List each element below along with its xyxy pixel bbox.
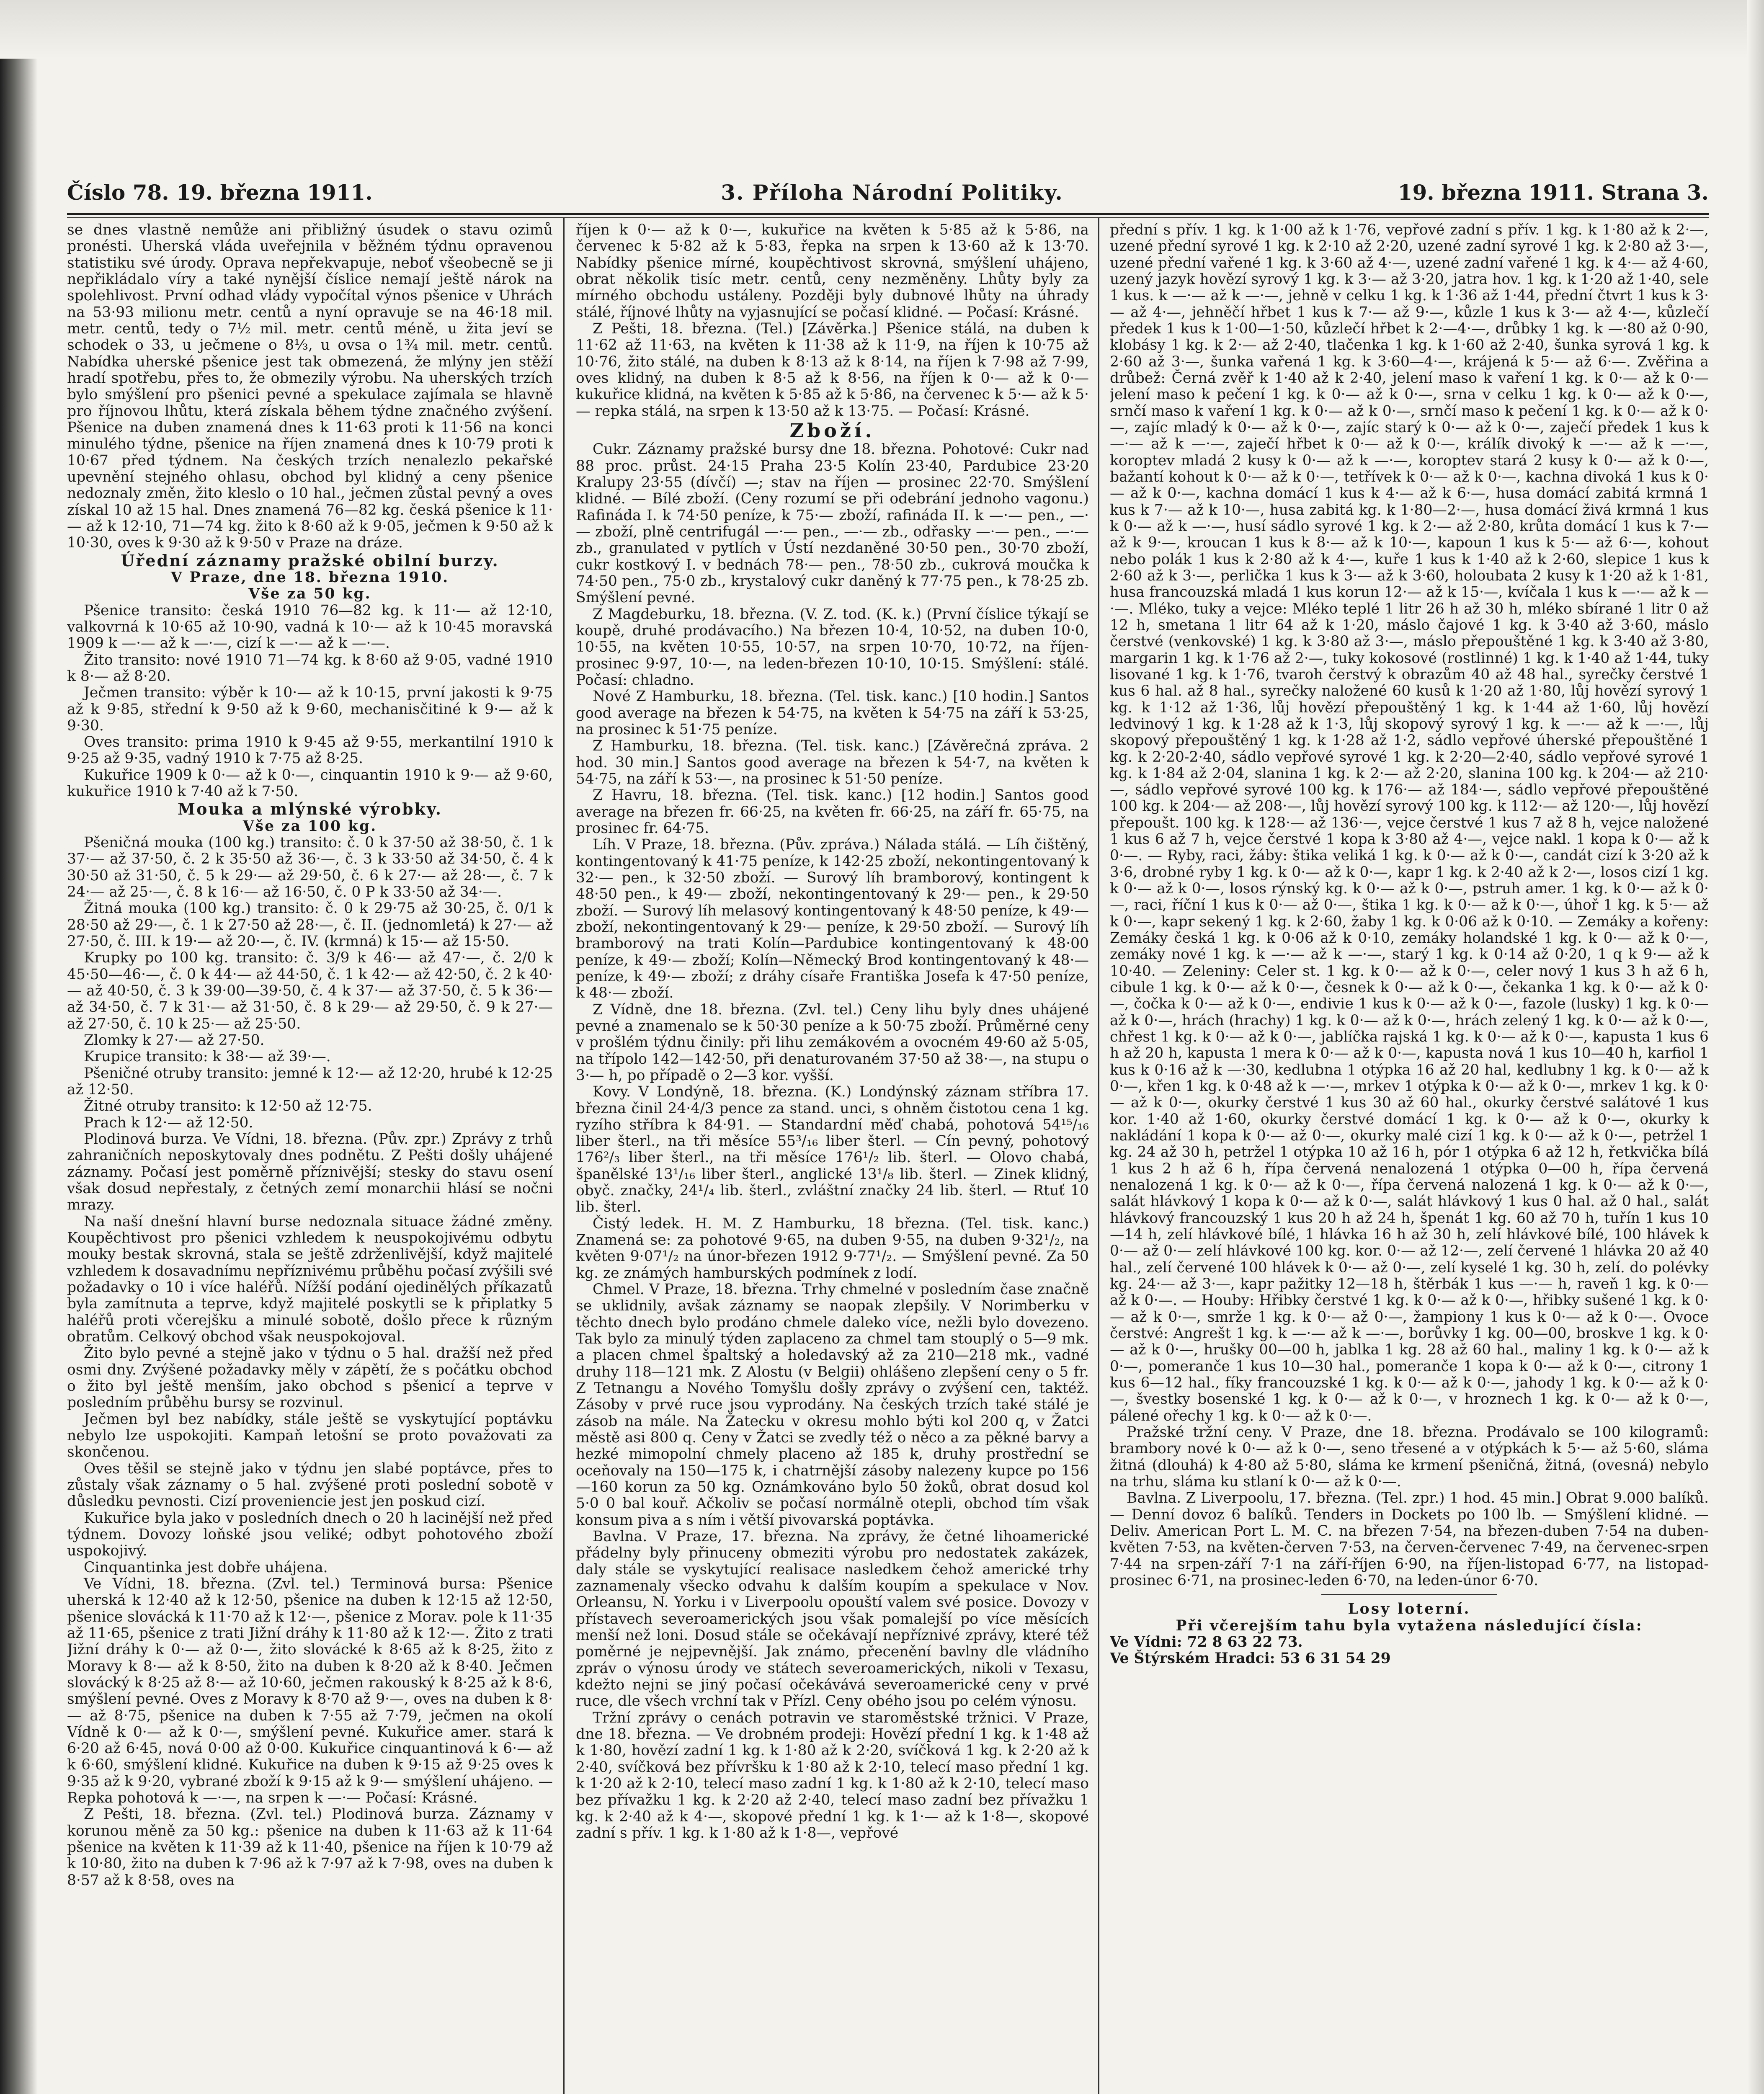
price-entry: Pšeničné otruby transito: jemné k 12·— až 12·20, hrubé k 12·25 až 12·50. — [67, 1065, 553, 1099]
scan-shadow-right — [1747, 0, 1764, 2094]
article-paragraph: Plodinová burza. Ve Vídni, 18. března. (Pův. zpr.) Zprávy z trhů zahraničních neposkytovaly dnes podnětu. Z Pešti došly uhájené záznamy. Počasí jest poměrně příznivější; stesky do stavu osení však dosud nepřestaly, z četných zemí monarchii hlásí se nočni mrazy. — [67, 1131, 553, 1214]
issue-number-date: Číslo 78. 19. března 1911. — [67, 180, 373, 205]
article-paragraph: Ve Vídni, 18. března. (Zvl. tel.) Terminová bursa: Pšenice uherská k 12·40 až k 12·50, pšenice na duben k 12·15 až 12·50, pšenice slovácká k 11·70 až k 12·—, pšenice z Morav. pole k 11·35 až 11·65, pšenice z trati Jižní dráhy k 11·80 až k 12·—. Žito z trati Jižní dráhy k 0·— až 0·—, žito slovácké k 8·65 až k 8·25, žito z Moravy k 8·— až k 8·50, žito na duben k 8·20 až k 8·40. Ječmen slovácký k 8·25 až 8·— až 10·60, ječmen rakouský k 8·25 až k 8·6, smýšlení pevné. Oves z Moravy k 8·70 až 9·—, oves na duben k 8·— až 8·75, pšenice na duben k 7·55 až 7·79, ječmen na okolí Vídně k 0·— až k 0·—, smýšlení pevné. Kukuřice amer. stará k 6·20 až 6·45, nová 0·00 až 0·00. Kukuřice cinquantinová k 6·— až k 6·60, smýšlení klidné. Kukuřice na duben k 9·15 až 9·25 oves k 9·35 až k 9·20, vybrané zboží k 9·15 až k 9·— smýšlení uhájeno. — Repka pohotová k —·—, na srpen k —·— Počasí: Krásné. — [67, 1575, 553, 1807]
article-paragraph: Cinquantinka jest dobře uhájena. — [84, 1559, 328, 1576]
article-paragraph: se dnes vlastně nemůže ani přibližný úsudek o stavu ozimů pronésti. Uherská vláda uveřejnila v běžném týdnu opravenou statistiku své úrody. Oprava nepřekvapuje, neboť všeobecně se ji nepřikládalo víry a také nynější číslice nemají ještě nárok na spolehlivost. První odhad vlády vypočítal výnos pšenice v Uhrách na 53·93 milionu metr. centů a nyní opravuje se na 46·18 mil. metr. centů, tedy o 7½ mil. metr. centů méně, u žita jeví se schodek o 33, u ječmene o 8⅓, u ovsa o 1¾ mil. metr. centů. Nabídka uherské pšenice jest tak obmezená, že mlýny jen stěží hradí spotřebu, přes to, že obmezily výrobu. Na uherských trzích bylo smýšlení pro pšenici pevné a spekulace zajímala se hlavně pro říjnovou lhůtu, která získala během týdne značného zvýšení. Pšenice na duben znamená dnes k 11·63 proti k 11·56 na konci minulého týdne, pšenice na říjen znamená dnes k 10·79 proti k 10·67 před týdnem. Na českých trzích nenalezlo pekařské upevnění stejného ohlasu, obchod byl klidný a ceny pšenice nedoznaly změn, žito kleslo o 10 hal., ječmen zůstal pevný a oves získal 10 až 15 hal. Dnes znamená 76—82 kg. česká pšenice k 11·— až k 12·10, 71—74 kg. žito k 8·60 až k 9·05, ječmen k 9·50 až k 10·30, oves k 9·30 až k 9·50 v Praze na dráze. — [67, 222, 553, 552]
article-paragraph: Z Hamburku, 18. března. (Tel. tisk. kanc.) [Závěrečná zpráva. 2 hod. 30 min.] Santos good average na březen k 54·7, na květen k 54·75, na září k 53·—, na prosinec k 51·50 peníze. — [576, 738, 1089, 787]
lottery-vienna: Ve Vídni: 72 8 63 22 73. — [1110, 1633, 1303, 1650]
column-divider-2 — [1098, 218, 1099, 2094]
price-entry: Pšeničná mouka (100 kg.) transito: č. 0 k 37·50 až 38·50, č. 1 k 37·— až 37·50, č. 2 k 35·50 až 36·—, č. 3 k 33·50 až 34·50, č. 4 k 30·50 až 31·50, č. 5 k 29·— až 29·50, č. 6 k 27·— až 28·—, č. 7 k 24·— až 25·—, č. 8 k 16·— až 16·50, č. 0 P k 33·50 až 34·—. — [67, 834, 553, 901]
article-paragraph: Z Magdeburku, 18. března. (V. Z. tod. (K. k.) (První číslice týkají se koupě, druhé prodávacího.) Na březen 10·4, 10·52, na duben 10·0, 10·55, na květen 10·55, 10·57, na srpen 10·70, 10·72, na říjen-prosinec 9·97, 10·—, na leden-březen 10·10, 10·15. Smýšlení: stálé. Počasí: chladno. — [576, 606, 1089, 689]
article-paragraph: Oves těšil se stejně jako v týdnu jen slabé poptávce, přes to zůstaly však záznamy o 5 hal. zvýšené proti poslední sobotě v důsledku pevnosti. Cizí proveniencie jest jen poskud cizí. — [67, 1460, 553, 1510]
article-paragraph: Chmel. V Praze, 18. března. Trhy chmelné v posledním čase značně se uklidnily, avšak záznamy se naopak zlepšily. V Norimberku v těchto dnech bylo prodáno chmele daleko více, nežli bylo dovezeno. Tak bylo za minulý týden zaplaceno za chmel tam stouplý o 5—9 mk. a placen chmel špaltský a holedavský až za 210—218 mk., vadné druhy 118—121 mk. Z Alostu (v Belgii) ohlášeno zlepšení ceny o 5 fr. Z Tetnangu a Nového Tomyšlu došly zprávy o zvýšení cen, taktéž. Zásoby v prvé ruce jsou vyprodány. Na českých trzích také stálé je zásob na mále. Na Žatecku v okresu mohlo býti kol 200 q, v Žatci městě asi 800 q. Ceny v Žatci se zvedly též o něco a za pěkné barvy a hezké mimopolní chmely placeno až 185 k, druhy prostřední se oceňovaly na 150—175 k, i chatrnější zásoby nalezeny kupce po 156—160 korun za 50 kg. Oznámkováno bylo 50 žoků, obrat dosud kol 5·0 0 bal kouř. Ačkoliv se počasí normálně otepli, obchod tím však konsum piva a s ním i větší pivovarská poptávka. — [576, 1281, 1089, 1529]
article-paragraph: Cukr. Záznamy pražské bursy dne 18. března. Pohotové: Cukr nad 88 proc. průst. 24·15 Praha 23·5 Kolín 23·40, Pardubice 23·20 Kralupy 23·55 (dívčí) —; stav na říjen — prosinec 22·70. Smýšlení klidné. — Bílé zboží. (Ceny rozumí se při odebrání jednoho vagonu.) Rafináda I. k 74·50 peníze, k 75·— zboží, rafináda II. k —·— pen., —·— zboží, plně centrifugál —·— pen., —·— zb., odřasky —·— pen., —·— zb., granulated v pytlích v Ústí nezdaněné 30·50 pen., 30·70 zboží, cukr kostkový I. v bednách 78·— pen., 78·50 zb., cukrová moučka k 74·50 pen., 75·0 zb., krystalový cukr daněný k 77·75 pen., k 78·25 zb. Smýšlení pevné. — [576, 441, 1089, 606]
article-paragraph: přední s přív. 1 kg. k 1·00 až k 1·76, vepřové zadní s přív. 1 kg. k 1·80 až k 2·—, uzené přední syrové 1 kg. k 2·10 až 2·20, uzené zadní syrové 1 kg. k 2·80 až 3·—, uzené přední vařené 1 kg. k 3·60 až 4·—, uzené zadní vařené 1 kg. k 4·— až 4·60, uzený jazyk hovězí syrový 1 kg. k 3·— až 3·20, jatra hov. 1 kg. k 1·20 až 1·40, sele 1 kus. k —·— až k —·—, jehně v celku 1 kg. k 1·36 až 1·44, přední čtvrt 1 kus k 3·— až 4·—, jehněčí hřbet 1 kus k 7·— až 9·—, kůzle 1 kus k 3·— až 4·—, kůzlečí předek 1 kus k 1·00—1·50, kůzlečí hřbet k 2·—4·—, drůbky 1 kg. k —·80 až 0·90, klobásy 1 kg. k 2·— až 2·40, tlačenka 1 kg. k 1·60 až 2·40, šunka syrová 1 kg. k 2·60 až 3·—, šunka vařená 1 kg. k 3·60—4·—, krájená k 5·— až 6·—. Zvěřina a drůbež: Černá zvěř k 1·40 až k 2·40, jelení maso k vaření 1 kg. k 0·— až k 0·— jelení maso k pečení 1 kg. k 0·— až k 0·—, srna v celku 1 kg. k 0·— až k 0·—, srnčí maso k vaření 1 kg. k 0·— až k 0·—, srnčí maso k pečení 1 kg. k 0·— až k 0·—, zajíc mladý k 0·— až k 0·—, zajíc starý k 0·— až k 0·—, zaječí předek 1 kus k —·— až k —·—, zaječí hřbet k 0·— až k 0·—, králík divoký k —·— až k —·—, koroptev mladá 2 kusy k 0·— až k —·—, koroptev stará 2 kusy k 0·— až k 0·—, bažantí kohout k 0·— až k 0·—, tetřívek k 0·— až k 0·—, kachna divoká 1 kus k 0·— až k 0·—, kachna domácí 1 kus k 4·— až k 6·—, husa domácí zabitá krmná 1 kus k 7·— až k 10·—, husa zabitá kg. k 1·80—2·—, husa domácí živá krmná 1 kus k 0·— až k —·—, husí sádlo syrové 1 kg. k 2·— až 2·80, krůta domácí 1 kus k 7·— až k 9·—, kroucan 1 kus k 8·— až k 10·—, kapoun 1 kus k 5·— až 6·—, kohout nebo polák 1 kus k 2·80 až k 4·—, kuře 1 kus k 1·40 až k 2·60, slepice 1 kus k 2·60 až k 3·—, perlička 1 kus k 3·— až k 3·60, holoubata 2 kusy k 1·20 až k 1·81, husa francouzská mladá 1 kus korun 12·— až k 15·—, kvíčala 1 kus k —·— až k —·—. Mléko, tuky a vejce: Mléko teplé 1 litr 26 h až 30 h, mléko sbírané 1 litr 0 až 12 h, smetana 1 litr 64 až k 1·20, máslo čajové 1 kg. k 3·40 až 3·60, máslo čerstvé (venkovské) 1 kg. k 3·80 až 3·—, máslo přepouštěné 1 kg. k 3·40 až 3·80, margarin 1 kg. k 1·76 až 2·—, tuky kokosové (rostlinné) 1 kg. k 1·40 až 1·44, tuky lisované 1 kg. k 1·76, tvaroh čerstvý k obrazům 40 až 48 hal., syrečky čerstvé 1 kus 6 hal. až 8 hal., syrečky naložené 60 kusů k 1·20 až 1·80, lůj hovězí syrový 1 kg. k 1·12 až 1·36, lůj hovězí přepouštěný 1 kg. k 1·44 až 1·60, lůj hovězí ledvinový 1 kg. k 1·28 až k 1·3, lůj skopový syrový 1 kg. k —·— až k —·—, lůj skopový přepouštěný 1 kg. k 1·28 až 1·2, sádlo vepřové úherské přepouštěné 1 kg. k 2·20-2·40, sádlo vepřové syrové 1 kg. k 2·20—2·40, sádlo vepřové syrové 1 kg. k 1·84 až 2·04, slanina 1 kg. k 2·— až 2·20, slanina 100 kg. k 204·— až 210·—, sádlo vepřové syrové 100 kg. k 176·— až 184·—, sádlo vepřové přepouštěné 100 kg. k 204·— až 208·—, lůj hovězí syrový 100 kg. k 112·— až 120·—, lůj hovězí přepoušt. 100 kg. k 128·— až 136·—, vejce čerstvé 1 kus 7 až 8 h, vejce naložené 1 kus 6 až 7 h, vejce čerstvé 1 kopa k 3·80 až 4·—, vejce nakl. 1 kopa k 0·— až k 0·—. — Ryby, raci, žáby: štika veliká 1 kg. k 0·— až k 0·—, candát cizí k 3·20 až k 3·6, drobné ryby 1 kg. k 0·— až k 0·—, kapr 1 kg. k 2·40 až k 2·—, losos cizí 1 kg. k 0·— až k 0·—, losos rýnský kg. k 0·— až k 0·—, pstruh amer. 1 kg. k 0·— až k 0·—, raci, říční 1 kus k 0·— až 0·—, štika 1 kg. k 0·— až k 0·—, úhoř 1 kg. k 5·— až k 0·—, kapr sekený 1 kg. k 2·60, žaby 1 kg. k 0·06 až k 0·10. — Zemáky a kořeny: Zemáky česká 1 kg. k 0·06 až k 0·10, zemáky holandské 1 kg. k 0·— až k 0·—, zemáky nové 1 kg. k —·— až k —·—, starý 1 kg. k 0·14 až 0·20, 1 q k 9·— až k 10·40. — Zeleniny: Celer st. 1 kg. k 0·— až k 0·—, celer nový 1 kus 3 h až 6 h, cibule 1 kg. k 0·— až k 0·—, česnek k 0·— až k 0·—, čekanka 1 kg. k 0·— až k 0·—, čočka k 0·— až k 0·—, endivie 1 kus k 0·— až k 0·—, fazole (lusky) 1 kg. k 0·— až k 0·—, hrách (hrachy) 1 kg. k 0·— až k 0·—, hrách zelený 1 kg. k 0·— až k 0·—, chřest 1 kg. k 0·— až k 0·—, jablíčka rajská 1 kg. k 0·— až k 0·—, kapusta 1 kus 6 h až 20 h, kapusta 1 mera k 0·— až k 0·—, kapusta nová 1 kus 10—40 h, karfiol 1 kus k 0·16 až k —·30, kedlubna 1 otýpka 16 až 20 hal, kedlubny 1 kg. k 0·— až k 0·—, křen 1 kg. k 0·48 až k —·—, mrkev 1 otýpka k 0·— až k 0·—, mrkev 1 kg. k 0·— až k 0·—, okurky čerstvé 1 kus 30 až 60 hal., okurky čerstvé salátové 1 kus kor. 1·40 až 1·60, okurky čerstvé domácí 1 kg. k 0·— až k 0·—, okurky k nakládání 1 kopa k 0·— až 0·—, okurky malé cizí 1 kg. k 0·— až k 0·—, petržel 1 kg. 24 až 30 h, petržel 1 otýpka 10 až 16 h, pór 1 otýpka 6 až 12 h, řetkvička bílá 1 kus 2 h až 6 h, řípa červená nenalozená 1 otýpka 0—00 h, řípa červená nenalozená 1 kg. k 0·— až k 0·—, řípa červená nalozená 1 kg. k 0·— až k 0·—, salát hlávkový 1 kopa k 0·— až k 0·—, salát hlávkový 1 kus 0 hal. až 0 hal., salát hlávkový francouzský 1 kus 20 h až 24 h, špenát 1 kg. 60 až 70 h, tuřín 1 kus 10—14 h, zelí hlávkové bílé, 1 hlávka 16 h až 30 h, zelí hlávkové bílé, 100 hlávek k 0·— až 0·— zelí hlávkové 100 kg. kor. 0·— až 12·—, zelí červené 1 hlávka 20 až 40 hal., zelí červené 100 hlávek k 0·— až 0·—, zelí kyselé 1 kg. 30 h, zelí. do polévky kg. 24·— až 3·—, kapr pažitky 12—18 h, štěrbák 1 kus —·— h, raveň 1 kg. k 0·— až k 0·—. — Houby: Hřibky čerstvé 1 kg. k 0·— až k 0·—, hřibky sušené 1 kg. k 0·— až k 0·—, smrže 1 kg. k 0·— až 0·—, žampiony 1 kus k 0·— až k 0·—. Ovoce čerstvé: Angrešt 1 kg. k —·— až k —·—, borůvky 1 kg. 00—00, broskve 1 kg. k 0·— až k 0·—, hrušky 00—00 h, jablka 1 kg. 28 až 60 hal., maliny 1 kg. k 0·— až k 0·—, pomeranče 1 kus 10—30 hal., pomeranče 1 kopa k 0·— až k 0·—, citrony 1 kus 6—12 hal., fíky francouzské 1 kg. k 0·— až k 0·—, jahody 1 kg. k 0·— až k 0·—, švestky bosenské 1 kg. k 0·— až k 0·—, v hroznech 1 kg. k 0·— až k 0·—, pálené ořechy 1 kg. k 0·— až k 0·—. — [1110, 222, 1709, 1424]
article-paragraph: Tržní zprávy o cenách potravin ve staroměstské tržnici. V Praze, dne 18. března. — Ve drobném prodeji: Hovězí přední 1 kg. k 1·48 až k 1·80, hovězí zadní 1 kg. k 1·80 až k 2·20, svíčková 1 kg. k 2·20 až k 2·40, svíčková bez přívršku k 1·80 až k 2·10, telecí maso přední 1 kg. k 1·20 až k 2·10, telecí maso zadní 1 kg. k 1·80 až k 2·10, telecí maso bez přívažku 1 kg. k 2·20 až 2·40, telecí maso zadní bez přívažku 1 kg. k 2·40 až k 4·—, skopové přední 1 kg. k 1·— až k 1·8—, skopové zadní s přív. 1 kg. k 1·80 až k 1·8—, vepřové — [576, 1709, 1089, 1841]
price-entry: Oves transito: prima 1910 k 9·45 až 9·55, merkantilní 1910 k 9·25 až 9·35, vadný 1910 k 7·75 až 8·25. — [67, 734, 553, 767]
section-heading-goods: Zboží. — [789, 419, 875, 442]
scan-shadow-top — [0, 0, 1764, 59]
article-paragraph: Nové Z Hamburku, 18. března. (Tel. tisk. kanc.) [10 hodin.] Santos good average na březen k 54·75, na květen k 54·75 na září k 53·25, na prosinec k 51·75 peníze. — [576, 688, 1089, 738]
article-paragraph: Bavlna. V Praze, 17. března. Na zprávy, že četné lihoamerické přádelny byly přinuceny obmeziti výrobu pro nedostatek zakázek, daly stále se vyskytující realisace nasledkem čehož americké trhy zaznamenaly všecko odvahu k dalším koupím a spekulace v Nov. Orleansu, N. Yorku i v Liverpoolu opouští valem své posice. Dovozy v přístavech severoamerických jsou však pomalejší po více měsících menší než loni. Dosud stále se očekávají nepříznivé zprávy, které též poměrné je nejpevnější. Jak známo, přecenění bavlny dle vládního zpráv o výnosu úrody ve státech severoamerických, nikoli v Texasu, kdežto nejni se jiný počasí očekávává severoamerické ceny v prvé ruce, dle všech vrchní tak v Přízl. Ceny obého jsou po celém výnosu. — [576, 1528, 1089, 1710]
article-paragraph: Z Vídně, dne 18. března. (Zvl. tel.) Ceny lihu byly dnes uhájené pevné a znamenalo se k 50·30 peníze a k 50·75 zboží. Průměrné ceny v prošlém týdnu činily: při lihu zemákovém a ovocném 49·60 až 5·05, na třípolo 142—142·50, při denaturovaném 37·50 až 38·—, na stupu o 3·— h, po případě o 2—3 kor. vyšší. — [576, 1001, 1089, 1084]
article-paragraph: Kukuřice byla jako v posledních dnech o 20 h lacinější než před týdnem. Dovozy loňské jsou veliké; odbyt pohotového zboží uspokojivý. — [67, 1509, 553, 1560]
article-paragraph: Z Pešti, 18. března. (Zvl. tel.) Plodinová burza. Záznamy v korunou měně za 50 kg.: pšenice na duben k 11·63 až k 11·64 pšenice na květen k 11·39 až k 11·40, pšenice na říjen k 10·79 až k 10·80, žito na duben k 7·96 až k 7·97 až k 7·98, oves na duben k 8·57 až k 8·58, oves na — [67, 1806, 553, 1889]
price-entry: Krupky po 100 kg. transito: č. 3/9 k 46·— až 47·—, č. 2/0 k 45·50—46·—, č. 0 k 44·— až 44·50, č. 1 k 42·— až 42·50, č. 2 k 40·— až 40·50, č. 3 k 39·00—39·50, č. 4 k 37·— až 37·50, č. 5 k 36·— až 34·50, č. 7 k 31·— až 31·50, č. 8 k 29·— až 29·50, č. 9 k 27·— až 27·50, č. 10 k 25·— až 25·50. — [67, 949, 553, 1032]
lottery-heading: Losy loterní. — [1348, 1601, 1471, 1618]
scan-shadow-left — [0, 0, 38, 2094]
article-paragraph: Žito bylo pevné a stejně jako v týdnu o 5 hal. dražší než před osmi dny. Zvýšené požadavky měly v zápětí, že s počátku obchod o žito byl ještě menším, jako obchod s pšenicí a teprve v posledním průběhu bursy se rozvinul. — [67, 1345, 553, 1411]
page-header — [67, 180, 1709, 209]
price-entry: Žitná mouka (100 kg.) transito: č. 0 k 29·75 až 30·25, č. 0/1 k 28·50 až 29·—, č. 1 k 27·50 až 28·—, č. II. (jednomletá) k 27·— až 27·50, č. III. k 19·— až 20·—, č. IV. (krmná) k 15·— až 15·50. — [67, 900, 553, 950]
lottery-graz: Ve Štýrském Hradci: 53 6 31 54 29 — [1110, 1650, 1391, 1667]
article-paragraph: Z Havru, 18. března. (Tel. tisk. kanc.) [12 hodin.] Santos good average na březen fr. 66·25, na květen fr. 66·25, na září fr. 65·75, na prosinec fr. 64·75. — [576, 787, 1089, 837]
article-paragraph: Ječmen byl bez nabídky, stále ještě se vyskytující poptávku nebylo lze uspokojiti. Kampaň letošní se proto považovati za skončenou. — [67, 1411, 553, 1461]
price-entry: Pšenice transito: česká 1910 76—82 kg. k 11·— až 12·10, valkovrná k 10·65 až 10·90, vadná k 10·— až k 10·45 moravská 1909 k —·— až k —·—, cizí k —·— až k —·—. — [67, 602, 553, 652]
article-paragraph: Z Pešti, 18. března. (Tel.) [Závěrka.] Pšenice stálá, na duben k 11·62 až 11·63, na květen k 11·38 až k 11·9, na říjen k 10·75 až 10·76, žito stálé, na duben k 8·13 až k 8·14, na říjen k 7·98 až 7·99, oves klidný, na duben k 8·5 až k 8·56, na říjen k 0·— až k 0·— kukuřice klidná, na květen k 5·85 až k 5·86, na červenec k 5·— až k 5·— repka stálá, na srpen k 13·50 až k 13·75. — Počasí: Krásné. — [576, 320, 1089, 420]
article-paragraph: Bavlna. Z Liverpoolu, 17. března. (Tel. zpr.) 1 hod. 45 min.] Obrat 9.000 balíků. — Denní dovoz 6 balíků. Tenders in Dockets po 100 lb. — Smýšlení klidné. — Deliv. American Port L. M. C. na březen 7·54, na březen-duben 7·54 na duben-květen 7·53, na květen-červen 7·53, na červen-červenec 7·49, na červenec-srpen 7·44 na srpen-září 7·1 na září-říjen 6·90, na říjen-listopad 6·77, na listopad-prosinec 6·71, na prosinec-leden 6·70, na leden-únor 6·70. — [1110, 1490, 1709, 1589]
supplement-title: 3. Příloha Národní Politiky. — [721, 180, 1063, 205]
date-page-number: 19. března 1911. Strana 3. — [1398, 180, 1709, 205]
header-rule — [67, 213, 1709, 215]
price-entry: Prach k 12·— až 12·50. — [84, 1114, 253, 1131]
section-subheading: V Praze, dne 18. března 1910. — [170, 569, 449, 586]
column-divider-1 — [563, 218, 565, 2094]
column-2 — [576, 222, 1089, 2094]
price-entry: Krupice transito: k 38·— až 39·—. — [84, 1048, 331, 1065]
column-1 — [67, 222, 553, 2094]
unit-note: Vše za 50 kg. — [248, 585, 371, 603]
lottery-intro: Při včerejším tahu byla vytažena následující čísla: — [1176, 1617, 1643, 1634]
section-heading: Mouka a mlýnské výrobky. — [178, 799, 442, 819]
price-entry: Zlomky k 27·— až 27·50. — [84, 1032, 265, 1049]
article-paragraph: Kovy. V Londýně, 18. března. (K.) Londýnský záznam stříbra 17. března činil 24·4/3 pence za stand. unci, s ohněm čistotou cena 1 kg. ryzího stříbra k 84·91. — Standardní měď chabá, pohotová 54¹⁵/₁₆ liber šterl., na tři měsíce 55³/₁₆ liber šterl. — Cín pevný, pohotový 176²/₃ liber šterl., na tři měsíce 176¹/₂ lib. šterl. — Olovo chabá, španělské 13¹/₁₆ liber šterl., anglické 13¹/₈ lib. šterl. — Zinek klidný, obyč. značky, 24¹/₄ lib. šterl., zvláštní značky 24 lib. šterl. — Rtuť 10 lib. šterl. — [576, 1083, 1089, 1216]
article-paragraph: Líh. V Praze, 18. března. (Pův. zpráva.) Nálada stálá. — Líh čištěný, kontingentovaný k 41·75 peníze, k 142·25 zboží, nekontingentovaný k 32·— pen., k 32·50 zboží. — Surový líh bramborový, kontingent k 48·50 pen., k 49·— zboží, nekontingentovaný k 29·— pen., k 29·50 zboží. — Surový líh melasový kontingentovaný k 48·50 peníze, k 49·— zboží, nekontingentovaný k 29·— peníze, k 29·50 zboží. — Surový líh bramborový na trati Kolín—Pardubice kontingentovaný k 48·00 peníze, k 49·— zboží; Kolín—Německý Brod kontingentovaný k 48·— peníze, k 49·— zboží; z dráhy císaře Františka Josefa k 47·50 peníze, k 48·— zboží. — [576, 836, 1089, 1002]
section-divider — [1321, 1594, 1497, 1595]
price-entry: Kukuřice 1909 k 0·— až k 0·—, cinquantin 1910 k 9·— až 9·60, kukuřice 1910 k 7·40 až k 7·50. — [67, 766, 553, 800]
price-entry: Žito transito: nové 1910 71—74 kg. k 8·60 až 9·05, vadné 1910 k 8·— až 8·20. — [67, 651, 553, 685]
article-paragraph: Pražské tržní ceny. V Praze, dne 18. března. Prodávalo se 100 kilogramů: brambory nové k 0·— až k 0·—, seno třesené a v otýpkách k 5·— až 5·60, sláma žitná (dlouhá) k 4·80 až 5·80, sláma ke krmení pšeničná, žitná, (ovesná) nebylo na trhu, sláma ku stlaní k 0·— až k 0·—. — [1110, 1424, 1709, 1490]
unit-note: Vše za 100 kg. — [242, 817, 377, 835]
price-entry: Ječmen transito: výběr k 10·— až k 10·15, první jakosti k 9·75 až k 9·85, střední k 9·50 až k 9·60, mechanisčitiné k 9·— až k 9·30. — [67, 684, 553, 734]
header-rule-thin — [67, 217, 1709, 218]
article-paragraph: Čistý ledek. H. M. Z Hamburku, 18 března. (Tel. tisk. kanc.) Znamená se: za pohotové 9·65, na duben 9·55, na duben 9·32¹/₂, na květen 9·07¹/₂ na únor-březen 1912 9·77¹/₂. — Smýšlení pevné. Za 50 kg. ze známých hamburských podmínek z lodí. — [576, 1215, 1089, 1282]
price-entry: Žitné otruby transito: k 12·50 až 12·75. — [84, 1098, 372, 1115]
column-3 — [1110, 222, 1709, 2094]
article-paragraph: Na naší dnešní hlavní burse nedoznala situace žádné změny. Koupěchtivost pro pšenici vzhledem k neuspokojivému odbytu mouky bestak skrovná, stala se ještě zdrženlivější, když majitelé vzhledem k dosavadnímu nepříznivému průběhu počasí zvýšili své požadavky o 10 i více haléřů. Nížší podání ojedinělých příkazatů byla zamítnuta a teprve, když majitelé poskytli se k připlatky 5 haléřů proti včerejšku a minulé sobotě, došlo přece k různým obratům. Celkový obchod však neuspokojoval. — [67, 1213, 553, 1345]
section-heading: Úřední záznamy pražské obilní burzy. — [121, 551, 499, 570]
article-paragraph: říjen k 0·— až k 0·—, kukuřice na květen k 5·85 až k 5·86, na červenec k 5·82 až k 5·83, řepka na srpen k 13·60 až k 13·70. Nabídky pšenice mírné, koupěchtivost skrovná, smýšlení uhájeno, obrat několik tisíc metr. centů, ceny nezměněny. Lhůty byly za mírného obchodu ustáleny. Později byly dubnové lhůty na úhrady stálé, říjnové lhůty na vyjasnující se počasí klidné. — Počasí: Krásné. — [576, 222, 1089, 321]
